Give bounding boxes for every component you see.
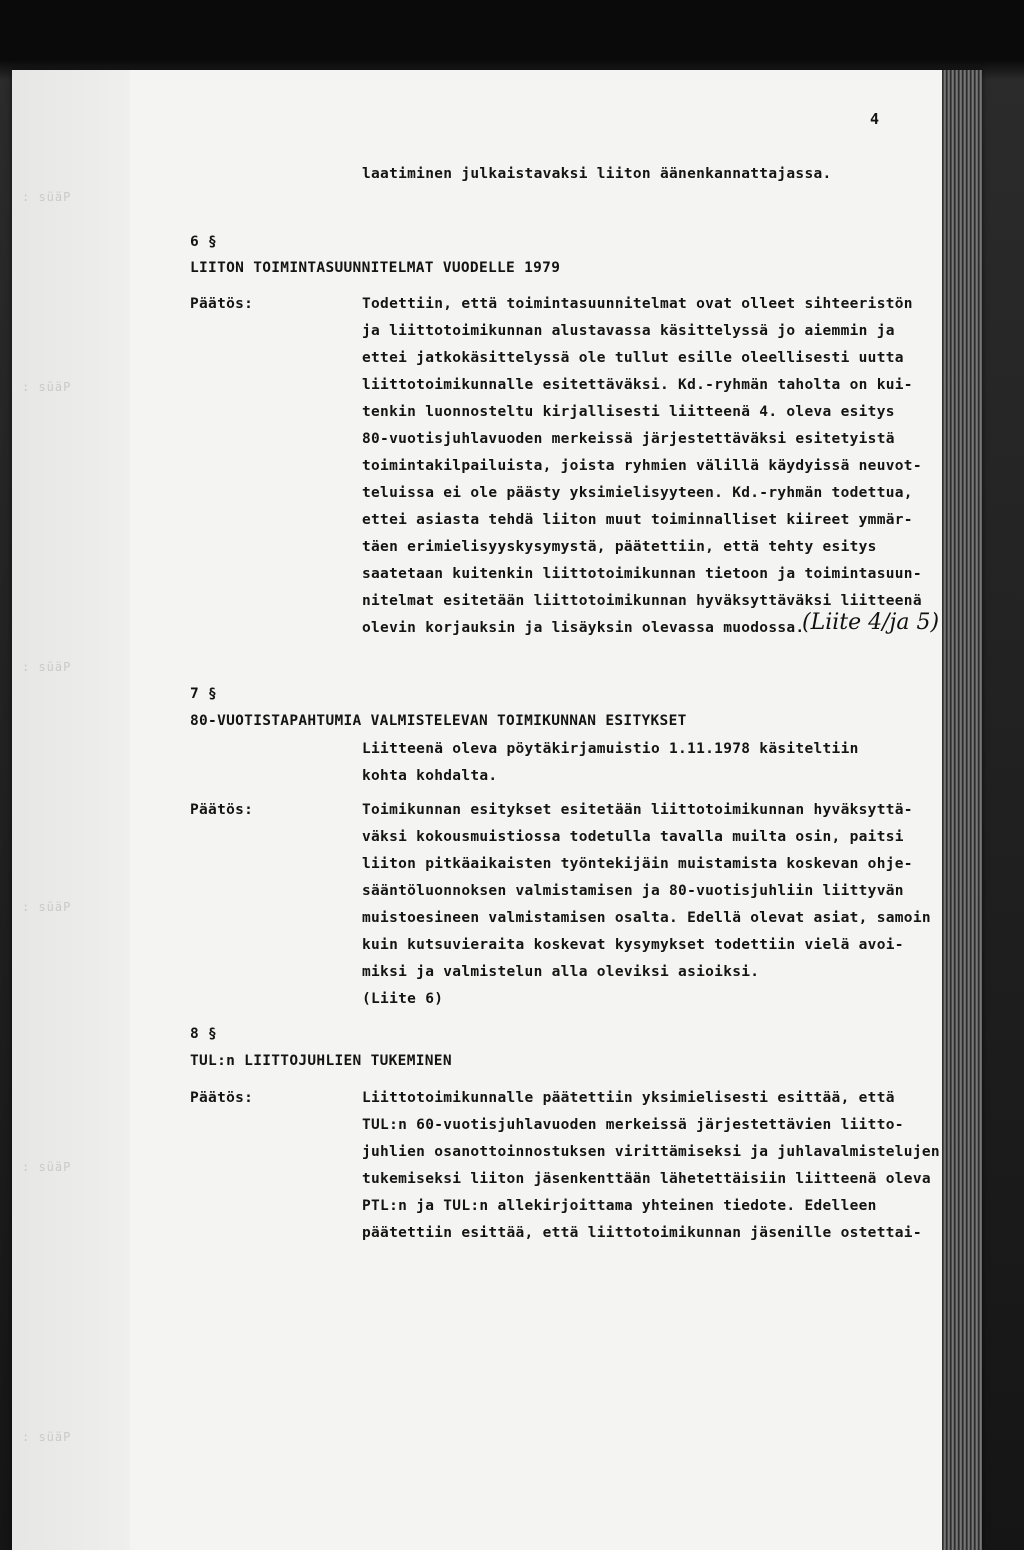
body-line: ettei asiasta tehdä liiton muut toiminnalliset kiireet ymmär-	[362, 512, 913, 528]
body-line: Liittotoimikunnalle päätettiin yksimielisesti esittää, että	[362, 1090, 895, 1106]
section-7-label: Päätös:	[190, 802, 254, 818]
body-line: ettei jatkokäsittelyssä ole tullut esille oleellisesti uutta	[362, 350, 904, 366]
body-line: täen erimielisyyskysymystä, päätettiin, että tehty esitys	[362, 539, 877, 555]
bleed-through-mark: : süäP	[22, 380, 72, 394]
bleed-through-mark: : süäP	[22, 1430, 72, 1444]
handwritten-note: (Liite 4/ja 5)	[802, 610, 940, 635]
body-line: olevin korjauksin ja lisäyksin olevassa muodossa.	[362, 620, 805, 636]
body-line: tukemiseksi liiton jäsenkenttään lähetettäisiin liitteenä oleva	[362, 1171, 931, 1187]
body-line: liiton pitkäaikaisten työntekijäin muistamista koskevan ohje-	[362, 856, 913, 872]
body-line: teluissa ei ole päästy yksimielisyyteen. Kd.-ryhmän todettua,	[362, 485, 913, 501]
section-7-preline: Liitteenä oleva pöytäkirjamuistio 1.11.1978 käsiteltiin	[362, 741, 859, 757]
body-line: ja liittotoimikunnan alustavassa käsittelyssä jo aiemmin ja	[362, 323, 895, 339]
body-line: liittotoimikunnalle esitettäväksi. Kd.-ryhmän taholta on kui-	[362, 377, 913, 393]
document-page	[12, 70, 982, 1550]
section-8-label: Päätös:	[190, 1090, 254, 1106]
body-line: TUL:n 60-vuotisjuhlavuoden merkeissä järjestettävien liitto-	[362, 1117, 904, 1133]
body-line: Toimikunnan esitykset esitetään liittotoimikunnan hyväksyttä-	[362, 802, 913, 818]
body-line: saatetaan kuitenkin liittotoimikunnan tietoon ja toimintasuun-	[362, 566, 922, 582]
body-line: miksi ja valmistelun alla oleviksi asioiksi.	[362, 964, 760, 980]
section-6-label: Päätös:	[190, 296, 254, 312]
page-number: 4	[870, 110, 880, 128]
body-line: toimintakilpailuista, joista ryhmien välillä käydyissä neuvot-	[362, 458, 922, 474]
section-7-title: 80-VUOTISTAPAHTUMIA VALMISTELEVAN TOIMIKUNNAN ESITYKSET	[190, 713, 687, 729]
body-line: tenkin luonnosteltu kirjallisesti liitteenä 4. oleva esitys	[362, 404, 895, 420]
section-7-preline: kohta kohdalta.	[362, 768, 498, 784]
body-line: sääntöluonnoksen valmistamisen ja 80-vuotisjuhliin liittyvän	[362, 883, 904, 899]
section-8-title: TUL:n LIITTOJUHLIEN TUKEMINEN	[190, 1053, 452, 1069]
section-8-number: 8 §	[190, 1026, 218, 1042]
bleed-through-mark: : süäP	[22, 1160, 72, 1174]
bleed-through-mark: : süäP	[22, 900, 72, 914]
body-line: PTL:n ja TUL:n allekirjoittama yhteinen tiedote. Edelleen	[362, 1198, 877, 1214]
page-stack-edge	[942, 70, 982, 1550]
body-line: juhlien osanottoinnostuksen virittämiseksi ja juhlavalmistelujen	[362, 1144, 940, 1160]
body-line: nitelmat esitetään liittotoimikunnan hyväksyttäväksi liitteenä	[362, 593, 922, 609]
body-line: väksi kokousmuistiossa todetulla tavalla muilta osin, paitsi	[362, 829, 904, 845]
body-line: muistoesineen valmistamisen osalta. Edellä olevat asiat, samoin	[362, 910, 931, 926]
body-line: (Liite 6)	[362, 991, 444, 1007]
bleed-through-mark: : süäP	[22, 190, 72, 204]
section-6-title: LIITON TOIMINTASUUNNITELMAT VUODELLE 1979	[190, 260, 561, 276]
body-line: päätettiin esittää, että liittotoimikunnan jäsenille ostettai-	[362, 1225, 922, 1241]
page-left-margin	[12, 70, 130, 1550]
body-line: kuin kutsuvieraita koskevat kysymykset todettiin vielä avoi-	[362, 937, 904, 953]
body-line: 80-vuotisjuhlavuoden merkeissä järjestettäväksi esitetyistä	[362, 431, 895, 447]
body-line: Todettiin, että toimintasuunnitelmat ovat olleet sihteeristön	[362, 296, 913, 312]
bleed-through-mark: : süäP	[22, 660, 72, 674]
intro-line: laatiminen julkaistavaksi liiton äänenkannattajassa.	[362, 166, 832, 182]
section-6-number: 6 §	[190, 234, 218, 250]
section-7-number: 7 §	[190, 686, 218, 702]
